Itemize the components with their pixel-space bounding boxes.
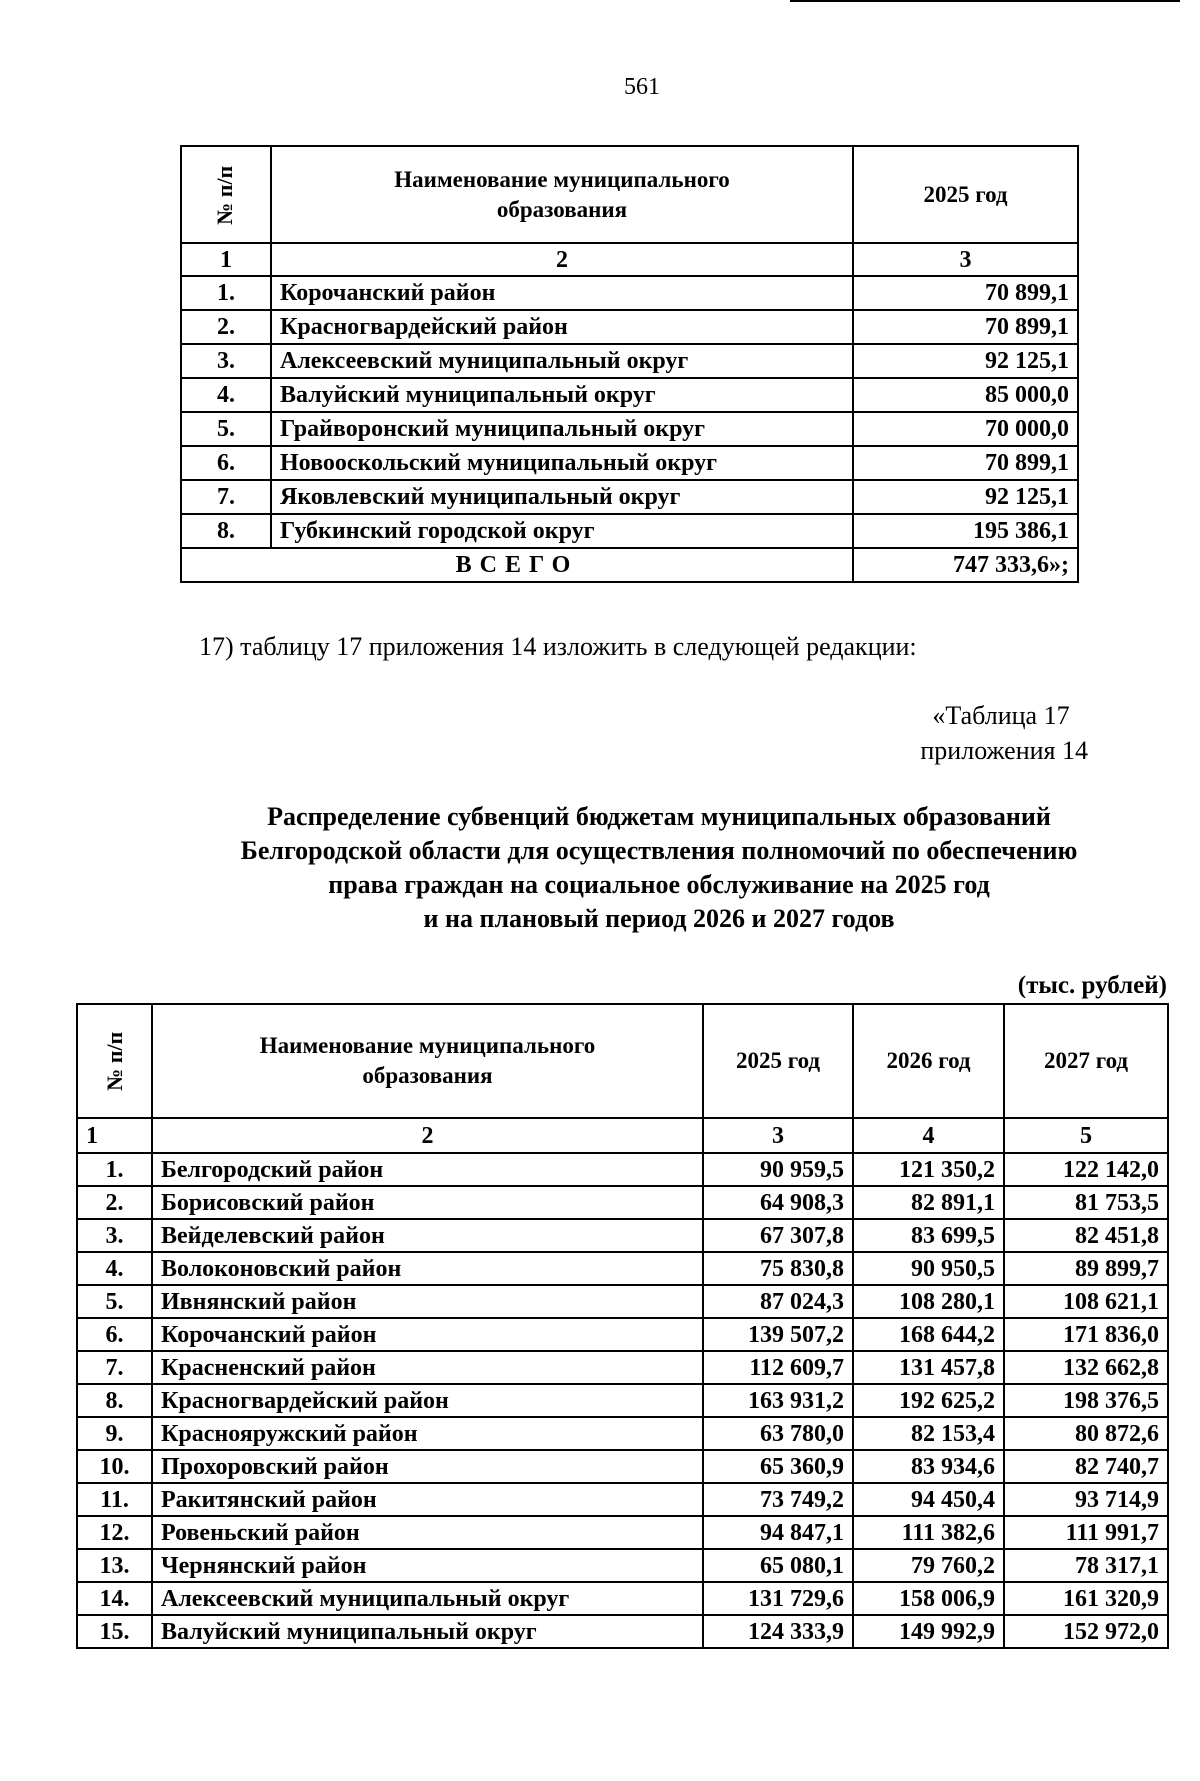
total-value: 747 333,6»;	[853, 548, 1078, 582]
table-reference	[920, 698, 1088, 768]
cell-y2027: 81 753,5	[1004, 1186, 1168, 1219]
header-name: Наименование муниципального образования	[271, 146, 853, 243]
cell-y2026: 90 950,5	[853, 1252, 1004, 1285]
cell-y2027: 108 621,1	[1004, 1285, 1168, 1318]
cell-name: Губкинский городской округ	[271, 514, 853, 548]
table-row	[77, 1252, 1168, 1285]
cell-y2025: 75 830,8	[703, 1252, 853, 1285]
cell-y2025: 70 899,1	[853, 310, 1078, 344]
table-row	[181, 480, 1078, 514]
cell-y2026: 94 450,4	[853, 1483, 1004, 1516]
cell-num: 1.	[77, 1153, 152, 1186]
cell-y2027: 152 972,0	[1004, 1615, 1168, 1648]
table-row	[77, 1285, 1168, 1318]
cell-num: 11.	[77, 1483, 152, 1516]
cell-num: 14.	[77, 1582, 152, 1615]
table-row	[77, 1219, 1168, 1252]
cell-name: Грайворонский муниципальный округ	[271, 412, 853, 446]
cell-name: Валуйский муниципальный округ	[152, 1615, 703, 1648]
cell-y2025: 64 908,3	[703, 1186, 853, 1219]
cell-name: Белгородский район	[152, 1153, 703, 1186]
cell-name: Краснояружский район	[152, 1417, 703, 1450]
cell-name: Валуйский муниципальный округ	[271, 378, 853, 412]
cell-y2025: 94 847,1	[703, 1516, 853, 1549]
cell-y2025: 90 959,5	[703, 1153, 853, 1186]
table-reference-line2: приложения 14	[920, 736, 1088, 765]
col-number: 3	[853, 243, 1078, 276]
header-num-text: № п/п	[102, 1031, 128, 1091]
table-row	[77, 1450, 1168, 1483]
title-line: Распределение субвенций бюджетам муниципальных образований	[267, 802, 1051, 831]
table-reference-line1: «Таблица 17	[932, 701, 1070, 730]
table-row	[181, 310, 1078, 344]
header-num	[181, 146, 271, 243]
cell-num: 8.	[181, 514, 271, 548]
table-row	[181, 514, 1078, 548]
cell-y2026: 149 992,9	[853, 1615, 1004, 1648]
table-row	[77, 1153, 1168, 1186]
cell-y2025: 70 899,1	[853, 446, 1078, 480]
cell-y2025: 70 000,0	[853, 412, 1078, 446]
cell-y2025: 163 931,2	[703, 1384, 853, 1417]
cell-num: 2.	[181, 310, 271, 344]
col-number: 3	[703, 1118, 853, 1153]
cell-y2026: 82 891,1	[853, 1186, 1004, 1219]
cell-y2025: 63 780,0	[703, 1417, 853, 1450]
cell-name: Алексеевский муниципальный округ	[271, 344, 853, 378]
table-row	[77, 1516, 1168, 1549]
cell-name: Вейделевский район	[152, 1219, 703, 1252]
cell-y2025: 195 386,1	[853, 514, 1078, 548]
cell-y2025: 131 729,6	[703, 1582, 853, 1615]
table-row	[77, 1549, 1168, 1582]
cell-name: Яковлевский муниципальный округ	[271, 480, 853, 514]
col-number: 2	[271, 243, 853, 276]
cell-y2027: 111 991,7	[1004, 1516, 1168, 1549]
cell-y2027: 122 142,0	[1004, 1153, 1168, 1186]
cell-y2026: 79 760,2	[853, 1549, 1004, 1582]
header-num	[77, 1004, 152, 1118]
header-2025: 2025 год	[703, 1004, 853, 1118]
cell-name: Красногвардейский район	[271, 310, 853, 344]
cell-y2025: 92 125,1	[853, 480, 1078, 514]
cell-num: 13.	[77, 1549, 152, 1582]
scan-edge-line	[790, 0, 1180, 2]
cell-num: 12.	[77, 1516, 152, 1549]
cell-num: 3.	[181, 344, 271, 378]
cell-name: Корочанский район	[271, 276, 853, 310]
cell-y2025: 112 609,7	[703, 1351, 853, 1384]
title-line: и на плановый период 2026 и 2027 годов	[423, 904, 895, 933]
total-label: ВСЕГО	[181, 548, 853, 582]
cell-y2027: 161 320,9	[1004, 1582, 1168, 1615]
col-number: 2	[152, 1118, 703, 1153]
table-row	[77, 1582, 1168, 1615]
cell-y2026: 158 006,9	[853, 1582, 1004, 1615]
cell-num: 5.	[181, 412, 271, 446]
cell-y2026: 108 280,1	[853, 1285, 1004, 1318]
cell-num: 6.	[77, 1318, 152, 1351]
cell-y2026: 192 625,2	[853, 1384, 1004, 1417]
cell-name: Ровеньский район	[152, 1516, 703, 1549]
table-row	[77, 1351, 1168, 1384]
cell-y2025: 85 000,0	[853, 378, 1078, 412]
cell-num: 8.	[77, 1384, 152, 1417]
cell-y2025: 87 024,3	[703, 1285, 853, 1318]
table-subventions	[76, 1003, 1169, 1649]
cell-y2027: 80 872,6	[1004, 1417, 1168, 1450]
table-row	[77, 1615, 1168, 1648]
cell-num: 1.	[181, 276, 271, 310]
title-line: права граждан на социальное обслуживание на 2025 год	[328, 870, 990, 899]
cell-num: 7.	[181, 480, 271, 514]
cell-y2025: 92 125,1	[853, 344, 1078, 378]
cell-y2027: 82 451,8	[1004, 1219, 1168, 1252]
cell-num: 10.	[77, 1450, 152, 1483]
table-row	[181, 276, 1078, 310]
cell-y2027: 198 376,5	[1004, 1384, 1168, 1417]
cell-num: 3.	[77, 1219, 152, 1252]
cell-y2025: 67 307,8	[703, 1219, 853, 1252]
cell-name: Волоконовский район	[152, 1252, 703, 1285]
table-row	[77, 1483, 1168, 1516]
cell-y2025: 65 080,1	[703, 1549, 853, 1582]
cell-y2026: 111 382,6	[853, 1516, 1004, 1549]
cell-y2026: 168 644,2	[853, 1318, 1004, 1351]
cell-y2026: 121 350,2	[853, 1153, 1004, 1186]
table-row	[77, 1417, 1168, 1450]
cell-y2026: 131 457,8	[853, 1351, 1004, 1384]
table-row	[181, 344, 1078, 378]
table-row	[77, 1384, 1168, 1417]
col-number: 4	[853, 1118, 1004, 1153]
cell-name: Красногвардейский район	[152, 1384, 703, 1417]
cell-name: Корочанский район	[152, 1318, 703, 1351]
cell-name: Прохоровский район	[152, 1450, 703, 1483]
cell-name: Алексеевский муниципальный округ	[152, 1582, 703, 1615]
cell-y2027: 78 317,1	[1004, 1549, 1168, 1582]
cell-name: Ивнянский район	[152, 1285, 703, 1318]
cell-y2027: 82 740,7	[1004, 1450, 1168, 1483]
unit-label: (тыс. рублей)	[1017, 972, 1167, 999]
cell-name: Красненский район	[152, 1351, 703, 1384]
col-number: 1	[77, 1118, 152, 1153]
header-2026: 2026 год	[853, 1004, 1004, 1118]
cell-name: Новооскольский муниципальный округ	[271, 446, 853, 480]
cell-name: Борисовский район	[152, 1186, 703, 1219]
cell-y2027: 132 662,8	[1004, 1351, 1168, 1384]
header-name: Наименование муниципального образования	[152, 1004, 703, 1118]
header-num-text: № п/п	[212, 165, 238, 225]
cell-y2025: 73 749,2	[703, 1483, 853, 1516]
table-row	[181, 446, 1078, 480]
cell-num: 4.	[181, 378, 271, 412]
cell-num: 7.	[77, 1351, 152, 1384]
cell-y2027: 171 836,0	[1004, 1318, 1168, 1351]
header-2025: 2025 год	[853, 146, 1078, 243]
table-row	[77, 1186, 1168, 1219]
cell-y2026: 83 699,5	[853, 1219, 1004, 1252]
cell-y2025: 124 333,9	[703, 1615, 853, 1648]
table-title	[0, 800, 1200, 936]
col-number: 1	[181, 243, 271, 276]
cell-y2027: 89 899,7	[1004, 1252, 1168, 1285]
amendment-paragraph: 17) таблицу 17 приложения 14 изложить в следующей редакции:	[199, 632, 917, 661]
table-row	[77, 1318, 1168, 1351]
cell-num: 2.	[77, 1186, 152, 1219]
cell-name: Чернянский район	[152, 1549, 703, 1582]
table-previous	[180, 145, 1079, 583]
cell-num: 9.	[77, 1417, 152, 1450]
cell-y2025: 139 507,2	[703, 1318, 853, 1351]
cell-num: 4.	[77, 1252, 152, 1285]
title-line: Белгородской области для осуществления полномочий по обеспечению	[240, 836, 1078, 865]
cell-y2026: 83 934,6	[853, 1450, 1004, 1483]
cell-y2027: 93 714,9	[1004, 1483, 1168, 1516]
cell-y2025: 65 360,9	[703, 1450, 853, 1483]
header-2027: 2027 год	[1004, 1004, 1168, 1118]
page-number: 561	[624, 74, 660, 100]
cell-name: Ракитянский район	[152, 1483, 703, 1516]
cell-num: 6.	[181, 446, 271, 480]
table-row	[181, 378, 1078, 412]
table-row	[181, 412, 1078, 446]
col-number: 5	[1004, 1118, 1168, 1153]
cell-num: 15.	[77, 1615, 152, 1648]
cell-num: 5.	[77, 1285, 152, 1318]
cell-y2026: 82 153,4	[853, 1417, 1004, 1450]
cell-y2025: 70 899,1	[853, 276, 1078, 310]
